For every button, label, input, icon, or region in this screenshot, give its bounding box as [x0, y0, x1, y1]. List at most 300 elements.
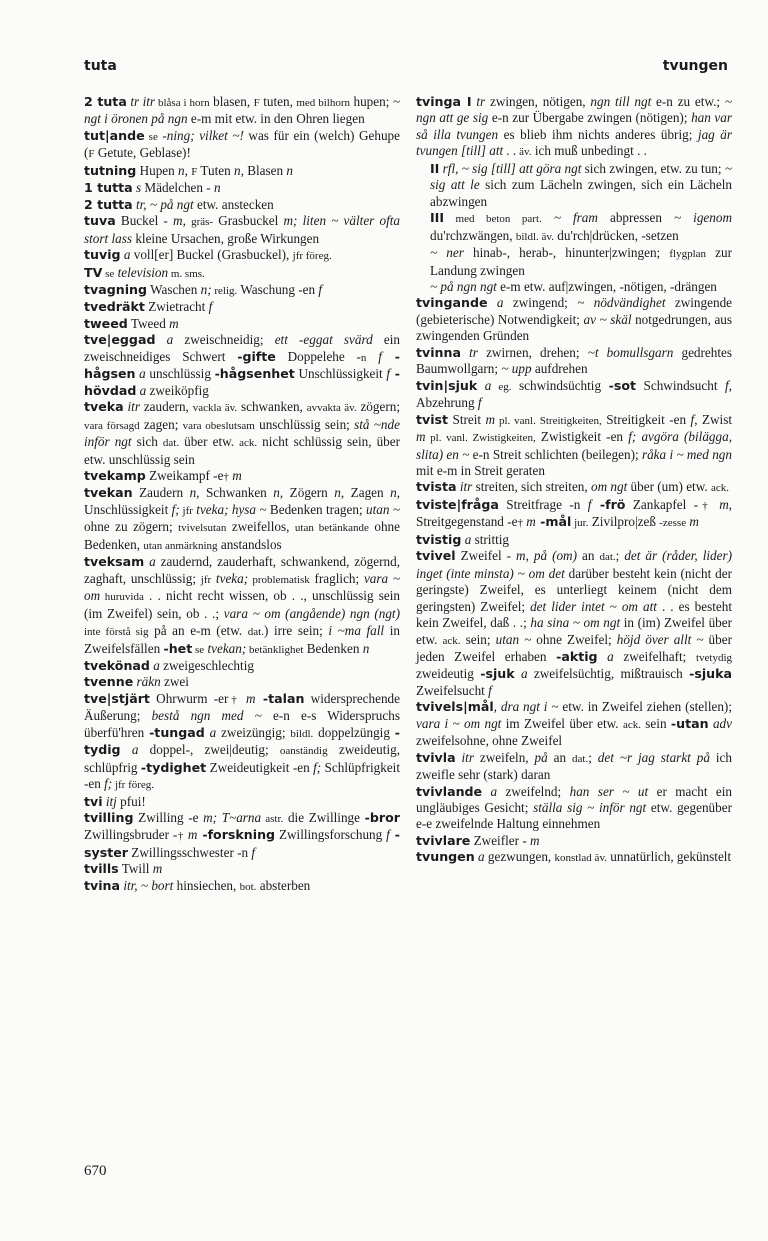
entry-text: ack.	[711, 482, 730, 495]
entry-text: in (im) Zweifel über etw.	[416, 615, 733, 647]
entry-text: bestå ngn med ~	[151, 708, 262, 724]
entry-text: itr	[455, 749, 474, 765]
left-column	[84, 94, 400, 895]
entry-text: ~ upp	[501, 361, 532, 377]
entry-text: f	[208, 299, 213, 315]
entry-text: zweizüngig;	[216, 724, 291, 740]
dictionary-entry	[84, 128, 400, 163]
dictionary-entry	[84, 94, 400, 128]
entry-text: gräs-	[191, 216, 214, 229]
entry-text: på an e-m (etw.	[148, 623, 248, 639]
entry-text: n	[213, 180, 221, 196]
entry-text: a	[144, 554, 156, 570]
entry-text: utan ~	[366, 501, 400, 517]
entry-text: m	[485, 411, 496, 427]
entry-text: om ngt	[590, 479, 628, 495]
entry-text: Zweifler -	[470, 832, 531, 848]
entry-text: jag är tvungen [till] att . .	[416, 126, 733, 159]
headword: tvivla	[416, 749, 456, 765]
entry-text: han ser ~ ut	[569, 783, 649, 799]
entry-text: kleine Ursachen, große Wirkungen	[132, 230, 320, 246]
entry-text: jfr föreg.	[112, 779, 155, 792]
entry-text: notgedrungen, aus zwingenden Gründen	[416, 311, 733, 344]
entry-text: f	[318, 281, 323, 297]
dictionary-entry	[84, 213, 400, 247]
entry-text: ack.	[239, 437, 258, 450]
entry-text: e-n zu etw.;	[651, 94, 725, 109]
dictionary-entry	[416, 279, 732, 295]
entry-text: absterben	[256, 877, 311, 893]
headword: tvin|sjuk	[416, 377, 478, 393]
entry-text: Zweikampf -e	[145, 467, 224, 483]
entry-text: tveka; hysa ~	[192, 501, 267, 517]
entry-text: unschlüssig sein;	[254, 416, 355, 432]
dictionary-entry	[416, 295, 732, 344]
headword: -tydig	[84, 724, 400, 758]
entry-text: zur Landung zwingen	[430, 245, 733, 278]
headword: -hågsen	[84, 348, 400, 382]
entry-text: oanständig	[279, 745, 328, 758]
entry-text: a	[149, 657, 160, 673]
entry-text: †	[223, 470, 229, 483]
entry-text: zweifelsohne, ohne Zweifel	[416, 733, 563, 749]
entry-text: tvivelsutan	[178, 522, 227, 535]
entry-text: , Schwanken	[196, 485, 274, 501]
entry-text: huruvida	[100, 591, 144, 604]
entry-text: Schlüpfrigkeit -en	[84, 759, 401, 792]
entry-text: f; avgöra (bilägga, slita) en ~	[416, 429, 733, 462]
entry-text: e-n zur Übergabe zwingen (nötigen);	[488, 110, 692, 126]
entry-text: , Streitgegenstand -e	[416, 496, 733, 530]
entry-text: zaudern,	[139, 399, 193, 415]
entry-text: ohne zu zögern;	[84, 519, 179, 535]
entry-text: a	[487, 295, 504, 311]
entry-text: ~t bomullsgarn	[587, 344, 674, 360]
headword: -bror	[364, 810, 400, 826]
entry-text: e-m mit etw. in den Ohren liegen	[187, 111, 365, 127]
entry-text: †	[228, 693, 240, 706]
entry-text: zweideutig, schlüpfrig	[84, 742, 400, 775]
entry-text: avvakta äv.	[306, 402, 357, 415]
entry-text: ngn till ngt	[590, 94, 652, 109]
entry-text: F	[191, 165, 198, 178]
headword: tvi	[84, 793, 103, 809]
dictionary-entry	[416, 161, 732, 210]
dictionary-entry	[84, 247, 400, 264]
entry-text: a	[120, 247, 131, 263]
entry-text: blasen,	[209, 94, 254, 109]
entry-text: vackla äv.	[192, 402, 238, 415]
entry-text: e-n Streit schlichten (beilegen);	[469, 446, 642, 462]
dictionary-entry	[416, 784, 732, 833]
headword: -forskning	[197, 827, 276, 843]
entry-text: etw. in Zweifel ziehen (stellen);	[558, 699, 732, 715]
entry-text: stå ~nde inför ngt	[84, 416, 400, 450]
entry-text: zweideutig	[416, 666, 481, 682]
entry-text: utan betänkande	[294, 522, 369, 535]
dictionary-entry	[84, 316, 400, 332]
entry-text: F	[253, 97, 260, 109]
dictionary-entry	[416, 497, 732, 532]
dictionary-entry	[416, 548, 732, 699]
entry-text: Doppelehe -	[275, 348, 361, 364]
entry-text: Grasbuckel	[213, 213, 284, 229]
entry-text: m	[711, 496, 729, 512]
entry-text: über etw.	[179, 434, 240, 450]
entry-text: aufdrehen	[531, 361, 588, 377]
entry-text: ~ fram	[541, 210, 598, 226]
entry-text: räkn	[133, 674, 161, 690]
entry-text: a	[155, 332, 174, 348]
dictionary-entry	[416, 750, 732, 784]
entry-text: . . es besteht kein Zweifel, daß . .;	[416, 598, 732, 631]
entry-text: du'rch|drücken, -setzen	[553, 227, 679, 243]
entry-text: relig.	[211, 284, 238, 297]
headword: 2 tuta	[84, 94, 127, 109]
entry-text: †	[177, 830, 184, 843]
entry-text: se	[144, 130, 158, 143]
entry-text: pl. vanl. Zwistigkeiten,	[425, 432, 536, 445]
entry-text: astr.	[261, 813, 284, 826]
entry-text: schwanken,	[237, 399, 307, 415]
headword: -hågsenhet	[214, 366, 295, 382]
running-head-right: tvungen	[662, 58, 728, 74]
dictionary-entry	[84, 163, 400, 180]
entry-text: utan anmärkning	[143, 539, 218, 552]
entry-text: pl. vanl. Streitigkeiten,	[495, 414, 602, 427]
entry-text: n	[362, 640, 370, 656]
dictionary-entry	[84, 554, 400, 658]
entry-text: , Blasen	[240, 162, 287, 178]
entry-text: zweifellos,	[226, 519, 295, 535]
entry-text: rfl, ~ sig [till] att göra ngt	[439, 160, 582, 176]
dictionary-entry	[84, 282, 400, 299]
headword: -aktig	[556, 648, 598, 664]
entry-text: m	[530, 832, 540, 848]
dictionary-entry	[416, 699, 732, 749]
entry-text: sich	[131, 434, 163, 450]
entry-text: a	[461, 531, 472, 547]
entry-text: m	[169, 315, 179, 331]
headword: -tungad	[149, 724, 205, 740]
headword: -sjuka	[689, 666, 732, 682]
dictionary-entry	[416, 833, 732, 849]
entry-text: zagen;	[139, 416, 183, 432]
entry-text: tvekan;	[204, 640, 247, 656]
entry-text: f	[366, 348, 382, 364]
headword: tvivel	[416, 548, 456, 564]
entry-text: pfui!	[116, 793, 146, 809]
entry-text: Zwistigkeit -en	[535, 429, 629, 445]
headword: -gifte	[237, 348, 276, 364]
entry-text: , Unschlüssigkeit	[84, 485, 401, 517]
entry-text: betänklighet	[246, 643, 304, 656]
entry-text: m, på (om)	[516, 548, 577, 564]
entry-text: m	[228, 467, 242, 483]
entry-text: sich zwingen, etw. zu tun;	[581, 160, 725, 176]
dictionary-entry	[416, 412, 732, 480]
entry-text: widersprechende Äußerung;	[84, 690, 401, 724]
entry-text: m	[686, 514, 699, 530]
entry-text: Streitfrage -n	[498, 496, 588, 512]
entry-text: unnatürlich, gekünstelt	[606, 849, 732, 865]
page-number: 670	[84, 1163, 107, 1179]
entry-text: an	[547, 749, 572, 765]
entry-text: vara ~ om	[84, 570, 400, 604]
entry-text: bot.	[239, 880, 257, 893]
entry-text: a	[474, 849, 485, 865]
entry-text: ha sina ~ om ngt	[530, 615, 621, 631]
entry-text: zwingend;	[503, 295, 578, 311]
entry-text: f	[386, 827, 390, 843]
running-head-left: tuta	[84, 58, 117, 74]
entry-text: m	[173, 213, 183, 229]
entry-text: ,	[184, 162, 192, 178]
entry-text: Zwillingsforschung	[275, 827, 387, 843]
entry-text: n	[390, 485, 397, 501]
entry-text: ett -eggat svärd	[274, 332, 373, 348]
entry-text: , Abzehrung	[416, 377, 732, 411]
entry-text: etw. anstecken	[193, 196, 274, 212]
dictionary-entry	[416, 479, 732, 496]
headword: tvivlare	[416, 832, 471, 848]
entry-text: zwirnen, drehen;	[477, 344, 588, 360]
entry-text: råka i ~ med ngn	[641, 446, 732, 462]
entry-text: in Zweifelsfällen	[84, 623, 400, 656]
entry-text: med beton part.	[444, 213, 542, 226]
dictionary-entry	[84, 180, 400, 196]
entry-text: n	[360, 351, 367, 364]
entry-text: hupen;	[350, 94, 393, 109]
headword: 1 tutta	[84, 180, 133, 196]
headword: tuvig	[84, 247, 121, 263]
entry-text: Zwietracht	[144, 299, 209, 315]
entry-text: tr, ~ på ngt	[132, 196, 194, 212]
entry-text: tuten,	[259, 94, 297, 109]
entry-text: tr itr	[126, 94, 156, 109]
entry-text: sein	[640, 715, 671, 731]
dictionary-entry	[84, 399, 400, 468]
headword: -sjuk	[480, 666, 515, 682]
entry-text: vara obeslutsam	[182, 419, 255, 432]
entry-text: jfr föreg.	[292, 250, 332, 263]
entry-text: schwindsüchtig	[511, 377, 609, 393]
dictionary-entry	[416, 532, 732, 548]
entry-text: ~ sig att le	[430, 160, 732, 193]
entry-text: f	[587, 496, 592, 512]
entry-text: im Zweifel über etw.	[501, 715, 623, 731]
entry-text: Unschlüssigkeit	[294, 366, 387, 382]
entry-text: dat.	[162, 437, 180, 450]
entry-text: a	[477, 377, 492, 393]
entry-text: Zwilling -e	[133, 810, 204, 826]
headword: tuva	[84, 213, 116, 229]
dictionary-entry	[84, 658, 400, 674]
entry-text: zweigeschlechtig	[159, 657, 254, 673]
dictionary-entry	[84, 794, 400, 810]
entry-text: n	[286, 162, 293, 178]
entry-text: mit e-m in Streit geraten	[416, 462, 545, 478]
entry-text: zweischneidig;	[173, 332, 275, 348]
entry-text: ,	[182, 213, 192, 229]
entry-text: n	[334, 485, 341, 501]
headword: 2 tutta	[84, 196, 133, 212]
entry-text: itr, ~ bort	[120, 877, 174, 893]
entry-text: inte förstå sig	[84, 626, 149, 639]
entry-text: ~ ner	[430, 245, 464, 261]
entry-text: , Zwist	[694, 411, 732, 427]
entry-text: dat.	[599, 551, 616, 564]
headword: tvekan	[84, 485, 133, 501]
entry-text: voll[er] Buckel (Grasbuckel),	[130, 247, 293, 263]
headword: -frö	[591, 496, 626, 512]
entry-text: zweifelsüchtig, mißtrauisch	[527, 666, 690, 682]
entry-text: Zwillingsbruder -	[84, 827, 178, 843]
entry-text: ack.	[622, 718, 641, 731]
dictionary-entry	[84, 332, 400, 399]
entry-text: n	[273, 485, 280, 501]
entry-text: , dra ngt i ~	[493, 699, 559, 715]
dictionary-entry	[416, 345, 732, 378]
entry-text: se	[102, 267, 115, 280]
entry-text: zwingende (gebieterische) Notwendigkeit;	[416, 295, 733, 327]
entry-text: jur.	[571, 517, 589, 530]
entry-text: e-n e-s Widerspruchs überfü'hren	[84, 708, 400, 740]
headword: tvedräkt	[84, 299, 145, 315]
headword: tvivlande	[416, 783, 483, 799]
headword: tvinna	[416, 344, 461, 360]
entry-text: hinsiechen,	[173, 877, 240, 893]
entry-text: det lider intet ~ om att	[530, 598, 657, 614]
entry-text: tr	[471, 94, 486, 109]
entry-text: f	[251, 844, 256, 860]
entry-text: utan ~	[495, 631, 532, 647]
entry-text: unschlüssig	[145, 366, 215, 382]
dictionary-entry	[84, 299, 400, 315]
entry-text: . . nicht recht wissen, ob . ., unschlüssig sein (im Zweifel) sein, ob . .;	[84, 588, 400, 621]
entry-text: itr	[123, 399, 140, 415]
dictionary-entry	[84, 878, 400, 895]
entry-text: Mädelchen -	[141, 180, 214, 196]
headword: -het	[163, 640, 193, 656]
entry-text: gedrehtes Baumwollgarn;	[416, 344, 733, 377]
entry-text: fraglich;	[309, 570, 364, 586]
entry-text: äv.	[516, 146, 532, 159]
entry-text: ~ ngt i öronen på ngn	[84, 94, 400, 127]
dictionary-entry	[84, 468, 400, 485]
headword: -tydighet	[140, 759, 207, 775]
entry-text: ~ nödvändighet	[577, 295, 666, 311]
entry-text: med bilhorn	[296, 97, 351, 109]
entry-text: itr	[456, 479, 473, 495]
entry-text: m	[183, 827, 198, 843]
entry-text: Tuten	[197, 162, 235, 178]
headword: -utan	[670, 715, 709, 731]
entry-text: über (um) etw.	[627, 479, 711, 495]
headword: tvilling	[84, 810, 134, 826]
entry-text: f	[488, 682, 492, 698]
headword: TV	[84, 264, 103, 280]
entry-text: -ning; vilket ~!	[157, 127, 244, 143]
dictionary-entry	[84, 197, 400, 213]
entry-text: Zweideutigkeit -en	[206, 759, 314, 775]
dictionary-entry	[416, 849, 732, 866]
entry-text: han var så illa tvungen	[416, 110, 732, 142]
entry-text: m	[416, 429, 426, 445]
entry-text: zögern;	[356, 399, 400, 415]
entry-text: Zaudern	[132, 485, 190, 501]
entry-text: strittig	[471, 531, 510, 547]
entry-text: f;	[313, 759, 322, 775]
entry-text: an	[576, 548, 600, 564]
entry-text: tvetydig	[695, 651, 733, 664]
entry-text: höjd över allt ~	[616, 631, 704, 647]
entry-text: Tweed	[127, 315, 170, 331]
entry-text: ;	[588, 749, 598, 765]
entry-text: †	[517, 517, 523, 530]
entry-text: problematisk	[248, 573, 310, 586]
headword: tvungen	[416, 849, 475, 865]
headword: tvist	[416, 411, 449, 427]
entry-text: ~ ngn att ge sig	[416, 94, 732, 126]
headword: tvekamp	[84, 467, 146, 483]
entry-text: Schwindsucht	[636, 377, 726, 393]
entry-text: Streit	[448, 411, 486, 427]
entry-text: was für ein (welch) Gehupe (	[84, 127, 400, 161]
entry-text: darüber besteht kein (nicht der geringste) Zweifel, es unterliegt keinem (nicht dem geringsten) Zweifel;	[416, 565, 732, 614]
entry-text: zweifelnd;	[497, 783, 570, 799]
entry-text: Ohrwurm -er	[149, 690, 229, 706]
entry-text: tveka;	[211, 570, 249, 586]
entry-text: Twill	[118, 861, 153, 877]
entry-text: Hupen	[136, 162, 179, 178]
entry-text: zweiköpfig	[146, 382, 209, 398]
entry-text: ~ igenom	[674, 210, 732, 226]
entry-text: abpressen	[597, 210, 674, 226]
entry-text: , Zagen	[340, 485, 391, 501]
entry-text: sein;	[460, 631, 496, 647]
entry-text: ohne Bedenken,	[84, 519, 401, 552]
entry-text: ställa sig ~ inför ngt	[533, 800, 647, 816]
entry-text: f;	[104, 776, 113, 792]
entry-text: a	[514, 666, 528, 682]
entry-text: m	[522, 514, 536, 530]
entry-text: a	[135, 366, 146, 382]
entry-text: vara i ~ om ngt	[416, 715, 502, 731]
entry-text: zweifelhaft;	[613, 648, 696, 664]
headword: tve|eggad	[84, 332, 156, 348]
entry-text: Buckel -	[115, 213, 174, 229]
entry-text: zwei	[160, 674, 189, 690]
entry-text: über jeden Zweifel erhaben	[416, 631, 732, 664]
entry-text: ein zweischneidiges Schwert	[84, 332, 400, 364]
dictionary-entry	[84, 861, 400, 877]
entry-text: m; liten ~ välter ofta stort lass	[84, 213, 401, 246]
headword: tweed	[84, 315, 128, 331]
dictionary-entry	[416, 94, 732, 161]
dictionary-entry	[416, 378, 732, 412]
entry-text: vara ~ om (angående) ngn (ngt)	[223, 605, 400, 621]
entry-text: konstlad äv.	[554, 852, 607, 865]
headword: tvivels|mål	[416, 699, 494, 715]
entry-text: Waschen	[147, 281, 201, 297]
entry-text: Zweifelsucht	[416, 682, 489, 698]
headword: tutning	[84, 162, 137, 178]
entry-text: f	[386, 366, 391, 382]
entry-text: zweifeln,	[473, 749, 535, 765]
entry-text: zaudernd, zauderhaft, schwankend, zögernd, zaghaft, unschlüssig;	[84, 554, 401, 586]
entry-text: tr	[460, 344, 478, 360]
